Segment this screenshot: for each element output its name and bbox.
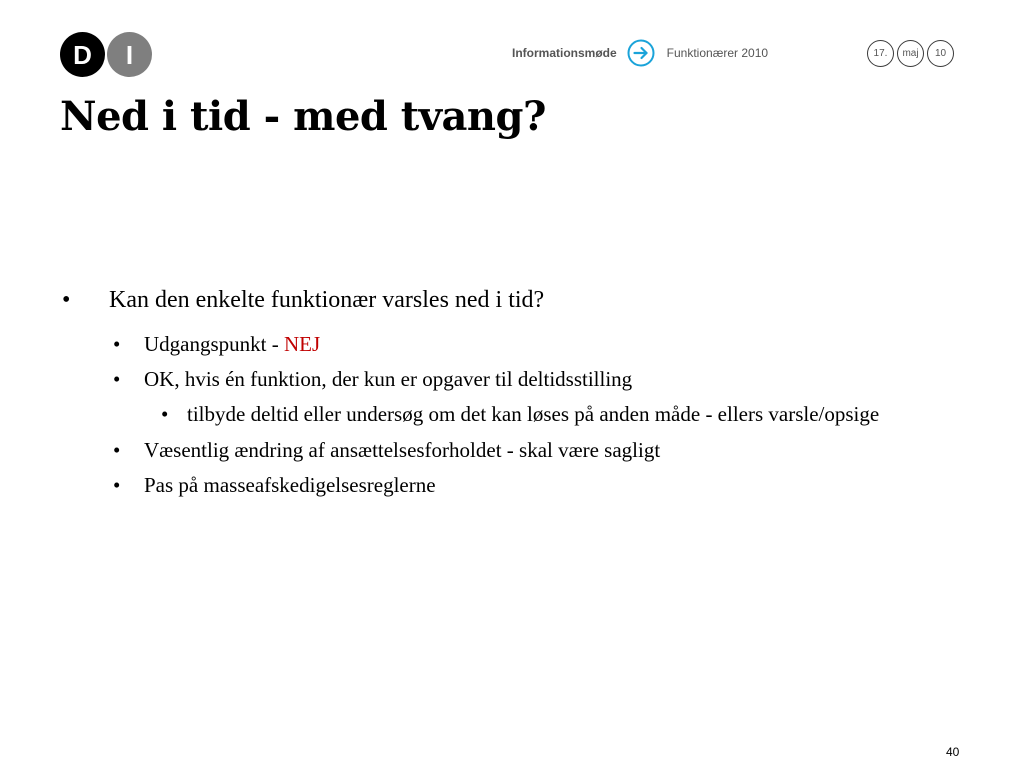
slide-content xyxy=(60,284,960,506)
date-badge-year: 10 xyxy=(927,40,954,67)
bullet-text-4: Pas på masseafskedigelsesreglerne xyxy=(144,473,436,497)
bullet-level2 xyxy=(113,471,960,499)
arrow-right-circle-icon xyxy=(627,39,655,67)
bullet-marker: • xyxy=(113,367,121,391)
logo-circle-i: I xyxy=(107,32,152,77)
bullet-text-1-prefix: Udgangspunkt - xyxy=(144,332,284,356)
bullet-marker: • xyxy=(62,287,71,313)
date-badge-day: 17. xyxy=(867,40,894,67)
page-number: 40 xyxy=(946,745,960,759)
logo-circle-d: D xyxy=(60,32,105,77)
bullet-marker: • xyxy=(161,402,169,426)
bullet-text-3: Væsentlig ændring af ansættelsesforholdet - skal være sagligt xyxy=(144,438,661,462)
header-nav xyxy=(512,38,768,68)
bullet-level2 xyxy=(113,436,960,464)
bullet-level3 xyxy=(161,400,960,429)
bullet-marker: • xyxy=(113,332,121,356)
bullet-emphasis-nej: NEJ xyxy=(284,332,321,356)
bullet-text-2: OK, hvis én funktion, der kun er opgaver til deltidsstilling xyxy=(144,367,633,391)
bullet-level2 xyxy=(113,330,960,358)
bullet-text-1 xyxy=(144,330,320,358)
bullet-level2 xyxy=(113,365,960,393)
date-badge-month: maj xyxy=(897,40,924,67)
bullet-text-main: Kan den enkelte funktionær varsles ned i tid? xyxy=(109,287,545,313)
header-primary-label: Informationsmøde xyxy=(512,46,617,60)
date-badges xyxy=(867,40,954,67)
bullet-level1 xyxy=(60,284,960,316)
di-logo xyxy=(60,32,152,77)
slide-title: Ned i tid - med tvang? xyxy=(60,93,546,140)
bullet-marker: • xyxy=(113,438,121,462)
header-secondary-label: Funktionærer 2010 xyxy=(666,46,769,60)
bullet-marker: • xyxy=(113,473,121,497)
bullet-text-2-sub: tilbyde deltid eller undersøg om det kan løses på anden måde - ellers varsle/opsige xyxy=(187,402,880,426)
